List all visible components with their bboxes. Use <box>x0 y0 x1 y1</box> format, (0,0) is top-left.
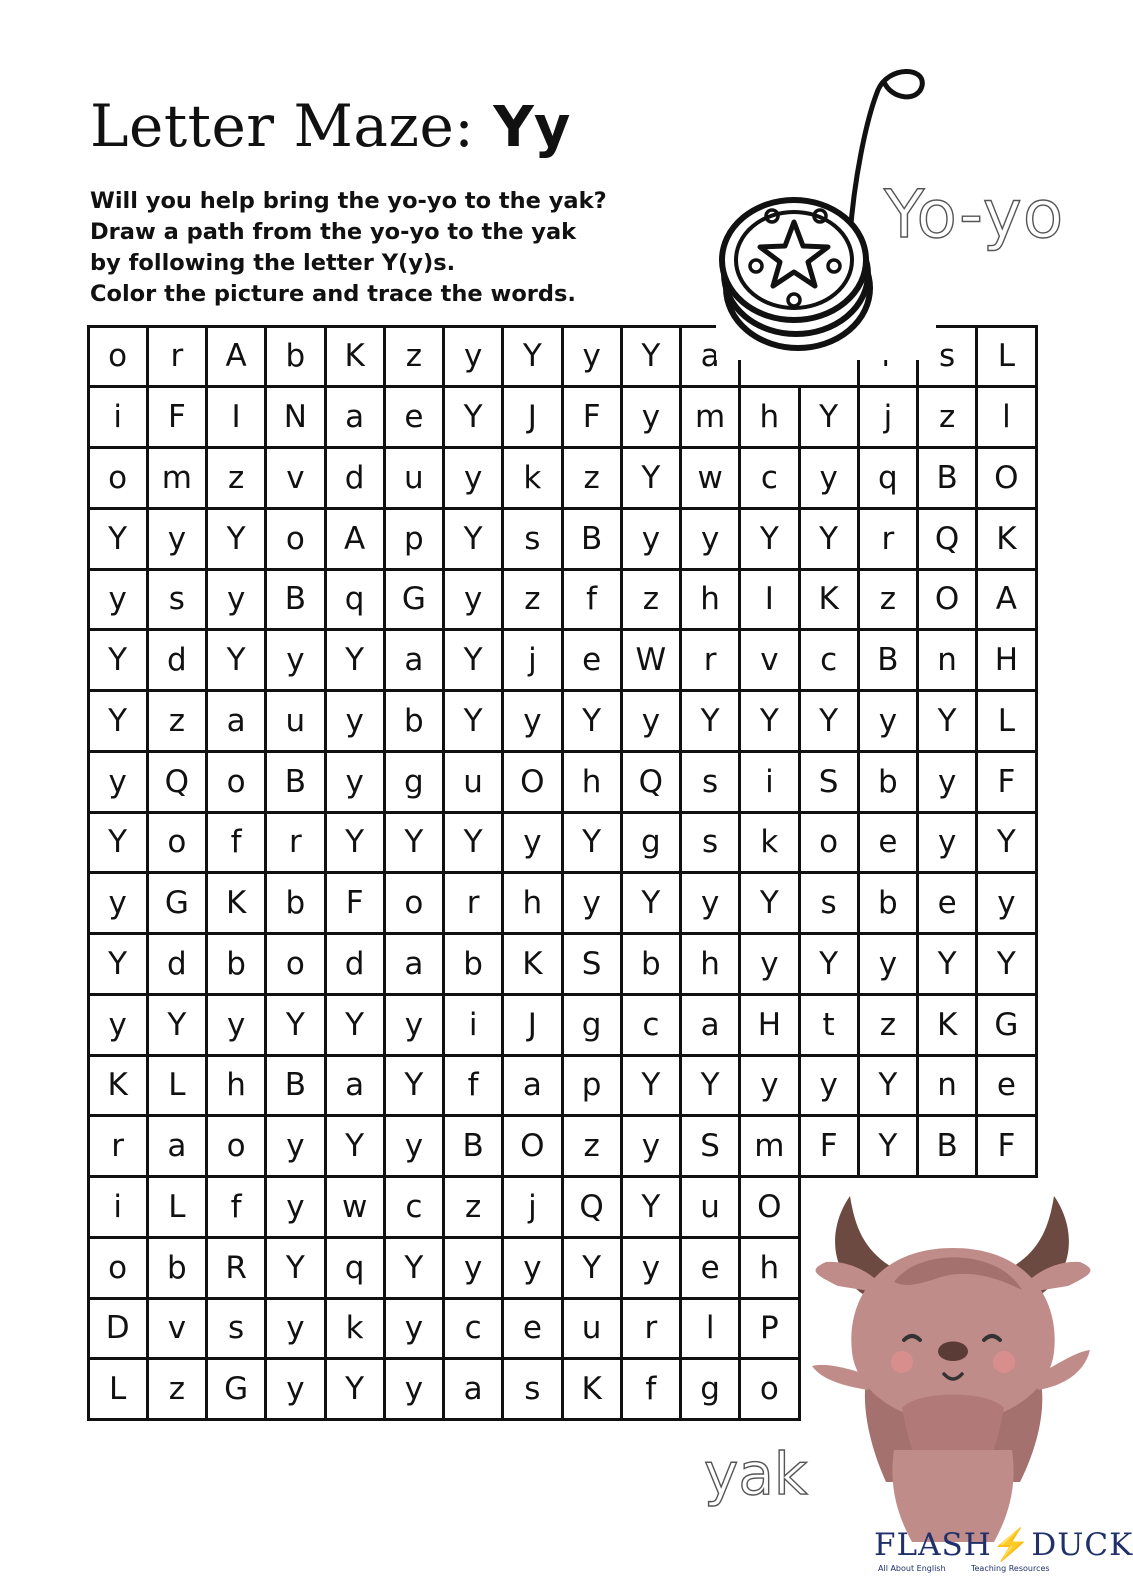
maze-cell[interactable]: d <box>146 932 208 996</box>
maze-cell[interactable]: Y <box>798 932 860 996</box>
maze-cell[interactable]: d <box>324 446 386 510</box>
maze-cell[interactable]: Y <box>975 932 1037 996</box>
maze-cell[interactable]: Y <box>798 689 860 753</box>
maze-cell[interactable]: y <box>87 993 149 1057</box>
maze-cell[interactable]: o <box>264 507 326 571</box>
maze-cell[interactable]: y <box>205 993 267 1057</box>
maze-cell[interactable]: N <box>264 385 326 449</box>
maze-cell[interactable]: Y <box>324 1357 386 1421</box>
maze-cell[interactable]: K <box>501 932 563 996</box>
maze-cell[interactable]: k <box>324 1297 386 1361</box>
maze-cell[interactable]: Y <box>620 1054 682 1118</box>
maze-cell[interactable]: b <box>146 1236 208 1300</box>
maze-cell[interactable]: o <box>146 811 208 875</box>
maze-cell[interactable]: z <box>561 1114 623 1178</box>
maze-cell[interactable]: Y <box>87 689 149 753</box>
maze-cell[interactable]: O <box>501 750 563 814</box>
maze-cell[interactable]: Y <box>975 811 1037 875</box>
maze-cell[interactable]: K <box>561 1357 623 1421</box>
maze-cell[interactable]: Y <box>561 1236 623 1300</box>
maze-cell[interactable]: n <box>916 628 978 692</box>
maze-cell[interactable]: O <box>501 1114 563 1178</box>
maze-cell[interactable]: H <box>975 628 1037 692</box>
maze-cell[interactable]: o <box>87 446 149 510</box>
maze-cell[interactable]: b <box>857 750 919 814</box>
maze-cell[interactable]: F <box>146 385 208 449</box>
maze-cell[interactable]: f <box>561 568 623 632</box>
maze-cell[interactable]: a <box>146 1114 208 1178</box>
maze-cell[interactable]: y <box>383 1297 445 1361</box>
maze-cell[interactable]: Y <box>383 1054 445 1118</box>
maze-cell[interactable]: c <box>798 628 860 692</box>
maze-cell[interactable]: y <box>857 689 919 753</box>
maze-cell[interactable]: G <box>383 568 445 632</box>
maze-cell[interactable]: R <box>205 1236 267 1300</box>
maze-cell[interactable]: v <box>146 1297 208 1361</box>
maze-cell[interactable]: f <box>205 1175 267 1239</box>
maze-cell[interactable]: y <box>561 871 623 935</box>
maze-cell[interactable]: Y <box>324 811 386 875</box>
maze-cell[interactable]: y <box>205 568 267 632</box>
maze-cell[interactable]: y <box>916 811 978 875</box>
logo-word-flash: FLASH <box>874 1527 992 1563</box>
maze-cell[interactable]: o <box>205 750 267 814</box>
maze-cell[interactable]: g <box>620 811 682 875</box>
maze-cell[interactable]: J <box>501 993 563 1057</box>
maze-cell[interactable]: o <box>383 871 445 935</box>
maze-cell[interactable]: y <box>264 628 326 692</box>
maze-cell[interactable]: B <box>857 628 919 692</box>
maze-cell[interactable]: y <box>620 689 682 753</box>
maze-cell[interactable]: e <box>383 385 445 449</box>
maze-cell[interactable]: b <box>442 932 504 996</box>
maze-cell[interactable]: z <box>205 446 267 510</box>
maze-cell[interactable]: y <box>442 325 504 389</box>
maze-cell[interactable]: Y <box>324 628 386 692</box>
logo-tagline <box>878 1564 1050 1573</box>
maze-cell[interactable]: Y <box>205 507 267 571</box>
logo-text <box>874 1526 1133 1563</box>
maze-cell[interactable]: m <box>146 446 208 510</box>
maze-cell[interactable]: y <box>264 1297 326 1361</box>
maze-cell[interactable]: o <box>798 811 860 875</box>
maze-cell[interactable]: g <box>679 1357 741 1421</box>
maze-cell[interactable]: z <box>146 689 208 753</box>
maze-cell[interactable]: Y <box>87 507 149 571</box>
maze-cell[interactable]: y <box>264 1114 326 1178</box>
maze-cell[interactable]: z <box>857 568 919 632</box>
maze-cell[interactable]: Y <box>679 1054 741 1118</box>
maze-cell[interactable]: s <box>205 1297 267 1361</box>
maze-cell[interactable]: o <box>87 325 149 389</box>
maze-cell[interactable]: h <box>561 750 623 814</box>
maze-cell[interactable]: m <box>679 385 741 449</box>
maze-cell[interactable]: y <box>679 507 741 571</box>
maze-cell[interactable]: y <box>620 1236 682 1300</box>
maze-cell[interactable]: B <box>442 1114 504 1178</box>
maze-cell[interactable]: Y <box>798 385 860 449</box>
maze-cell[interactable]: O <box>738 1175 800 1239</box>
maze-cell[interactable]: j <box>857 385 919 449</box>
maze-cell[interactable]: z <box>857 993 919 1057</box>
maze-cell[interactable]: O <box>975 446 1037 510</box>
maze-cell[interactable]: e <box>501 1297 563 1361</box>
maze-cell[interactable]: b <box>383 689 445 753</box>
maze-cell[interactable]: G <box>975 993 1037 1057</box>
maze-cell[interactable]: s <box>798 871 860 935</box>
maze-cell[interactable]: g <box>561 993 623 1057</box>
maze-cell[interactable]: k <box>501 446 563 510</box>
maze-cell[interactable]: F <box>798 1114 860 1178</box>
maze-cell[interactable]: r <box>146 325 208 389</box>
maze-cell[interactable]: y <box>442 1236 504 1300</box>
maze-cell[interactable]: c <box>738 446 800 510</box>
maze-cell[interactable]: t <box>798 993 860 1057</box>
maze-cell[interactable]: l <box>679 1297 741 1361</box>
maze-cell[interactable]: h <box>205 1054 267 1118</box>
maze-cell[interactable]: Y <box>87 811 149 875</box>
maze-cell[interactable]: G <box>205 1357 267 1421</box>
maze-cell[interactable]: y <box>442 446 504 510</box>
page-title <box>90 92 570 160</box>
maze-cell[interactable]: S <box>561 932 623 996</box>
maze-cell[interactable]: z <box>501 568 563 632</box>
maze-cell[interactable]: I <box>205 385 267 449</box>
maze-cell[interactable]: K <box>916 993 978 1057</box>
maze-cell[interactable]: Y <box>324 993 386 1057</box>
maze-cell[interactable]: z <box>442 1175 504 1239</box>
maze-cell[interactable]: W <box>620 628 682 692</box>
maze-cell[interactable]: a <box>501 1054 563 1118</box>
maze-cell[interactable]: u <box>442 750 504 814</box>
maze-cell[interactable]: u <box>383 446 445 510</box>
maze-cell[interactable]: s <box>501 507 563 571</box>
maze-cell[interactable]: Y <box>501 325 563 389</box>
maze-cell[interactable]: r <box>264 811 326 875</box>
maze-cell[interactable]: c <box>620 993 682 1057</box>
maze-cell[interactable]: r <box>857 325 919 389</box>
title-letters: Yy <box>493 95 571 160</box>
maze-cell[interactable]: Y <box>205 628 267 692</box>
maze-cell[interactable]: Y <box>264 993 326 1057</box>
maze-cell[interactable]: s <box>501 1357 563 1421</box>
logo-tagline-left: All About English <box>878 1564 946 1573</box>
logo-tagline-right: Teaching Resources <box>970 1564 1050 1573</box>
maze-cell[interactable]: a <box>679 993 741 1057</box>
maze-cell[interactable]: B <box>916 446 978 510</box>
maze-cell[interactable]: Y <box>916 932 978 996</box>
maze-cell[interactable]: v <box>264 446 326 510</box>
maze-cell[interactable]: q <box>324 1236 386 1300</box>
maze-cell[interactable]: A <box>975 568 1037 632</box>
maze-cell[interactable]: a <box>383 932 445 996</box>
maze-cell[interactable]: v <box>738 628 800 692</box>
maze-cell[interactable]: y <box>975 871 1037 935</box>
maze-cell[interactable]: K <box>798 568 860 632</box>
maze-cell[interactable]: s <box>679 750 741 814</box>
maze-cell[interactable]: r <box>87 1114 149 1178</box>
maze-cell[interactable]: h <box>738 385 800 449</box>
maze-cell[interactable]: Y <box>798 507 860 571</box>
maze-cell[interactable]: Y <box>324 1114 386 1178</box>
maze-cell[interactable]: L <box>975 325 1037 389</box>
maze-cell[interactable]: F <box>975 750 1037 814</box>
maze-cell[interactable]: b <box>620 932 682 996</box>
maze-cell[interactable]: b <box>205 932 267 996</box>
maze-cell[interactable]: w <box>324 1175 386 1239</box>
maze-cell[interactable]: y <box>383 993 445 1057</box>
maze-cell[interactable]: z <box>383 325 445 389</box>
maze-cell[interactable]: y <box>264 1357 326 1421</box>
maze-cell[interactable]: y <box>87 750 149 814</box>
maze-cell[interactable]: y <box>501 1236 563 1300</box>
maze-cell[interactable]: a <box>205 689 267 753</box>
maze-cell[interactable]: u <box>561 1297 623 1361</box>
maze-cell[interactable]: q <box>324 568 386 632</box>
maze-cell[interactable]: o <box>264 932 326 996</box>
maze-cell[interactable]: y <box>324 750 386 814</box>
maze-cell[interactable]: Y <box>383 1236 445 1300</box>
maze-cell[interactable]: o <box>87 1236 149 1300</box>
maze-cell[interactable]: f <box>442 1054 504 1118</box>
maze-cell[interactable]: Y <box>442 385 504 449</box>
maze-cell[interactable]: y <box>264 1175 326 1239</box>
maze-cell[interactable]: a <box>324 385 386 449</box>
maze-cell[interactable]: Y <box>738 689 800 753</box>
maze-cell[interactable]: L <box>146 1175 208 1239</box>
maze-cell[interactable]: H <box>738 993 800 1057</box>
flash-duck-logo <box>874 1526 1133 1578</box>
maze-cell[interactable]: K <box>975 507 1037 571</box>
maze-cell[interactable]: y <box>620 385 682 449</box>
maze-cell[interactable]: S <box>798 750 860 814</box>
maze-cell[interactable]: Y <box>857 1054 919 1118</box>
maze-cell[interactable]: B <box>264 750 326 814</box>
maze-cell[interactable]: Y <box>857 1114 919 1178</box>
maze-cell[interactable]: F <box>561 385 623 449</box>
maze-cell[interactable]: Y <box>561 811 623 875</box>
maze-cell[interactable]: h <box>679 568 741 632</box>
maze-cell[interactable]: y <box>324 689 386 753</box>
maze-cell[interactable]: y <box>620 507 682 571</box>
maze-cell[interactable]: y <box>738 932 800 996</box>
maze-cell[interactable]: Q <box>561 1175 623 1239</box>
maze-cell[interactable]: f <box>620 1357 682 1421</box>
maze-cell[interactable]: Y <box>620 446 682 510</box>
maze-cell[interactable]: F <box>975 1114 1037 1178</box>
maze-cell[interactable]: z <box>620 568 682 632</box>
trace-word-yoyo[interactable]: Yo-yo <box>884 176 1065 253</box>
instruction-line: by following the letter Y(y)s. <box>90 250 456 276</box>
maze-cell[interactable]: s <box>146 568 208 632</box>
maze-cell[interactable]: r <box>442 871 504 935</box>
maze-cell[interactable]: c <box>442 1297 504 1361</box>
maze-cell[interactable]: D <box>87 1297 149 1361</box>
maze-cell[interactable]: y <box>87 871 149 935</box>
maze-cell[interactable]: r <box>857 507 919 571</box>
maze-cell[interactable]: n <box>916 1054 978 1118</box>
maze-cell[interactable]: y <box>798 1054 860 1118</box>
instruction-line: Will you help bring the yo-yo to the yak? <box>90 188 607 214</box>
maze-cell[interactable]: K <box>205 871 267 935</box>
maze-cell[interactable]: J <box>501 385 563 449</box>
maze-cell[interactable]: F <box>324 871 386 935</box>
maze-cell[interactable]: h <box>738 1236 800 1300</box>
maze-cell[interactable]: Y <box>264 1236 326 1300</box>
maze-cell[interactable]: h <box>679 932 741 996</box>
maze-cell[interactable]: e <box>561 628 623 692</box>
maze-cell[interactable]: O <box>916 568 978 632</box>
maze-cell[interactable]: p <box>383 507 445 571</box>
maze-cell[interactable]: Y <box>442 689 504 753</box>
maze-cell[interactable]: K <box>324 325 386 389</box>
maze-cell[interactable]: Y <box>442 811 504 875</box>
trace-word-yak[interactable]: yak <box>704 1440 808 1508</box>
maze-cell[interactable]: y <box>679 871 741 935</box>
maze-cell[interactable]: e <box>679 1236 741 1300</box>
maze-cell[interactable]: m <box>738 1114 800 1178</box>
maze-cell[interactable]: b <box>264 325 326 389</box>
maze-cell[interactable]: I <box>738 568 800 632</box>
maze-cell[interactable]: y <box>501 689 563 753</box>
maze-cell[interactable]: B <box>916 1114 978 1178</box>
maze-cell[interactable]: i <box>87 1175 149 1239</box>
maze-cell[interactable]: a <box>442 1357 504 1421</box>
maze-cell[interactable]: y <box>87 568 149 632</box>
maze-cell[interactable]: Y <box>620 1175 682 1239</box>
maze-cell[interactable]: h <box>501 871 563 935</box>
maze-cell[interactable]: Q <box>916 507 978 571</box>
maze-cell[interactable]: L <box>146 1054 208 1118</box>
maze-cell[interactable]: Y <box>620 325 682 389</box>
maze-cell[interactable]: A <box>205 325 267 389</box>
maze-cell[interactable]: j <box>501 628 563 692</box>
maze-cell[interactable]: p <box>561 1054 623 1118</box>
maze-cell[interactable]: e <box>975 1054 1037 1118</box>
instruction-line: Draw a path from the yo-yo to the yak <box>90 219 577 245</box>
maze-cell[interactable]: d <box>324 932 386 996</box>
maze-cell[interactable]: Y <box>916 689 978 753</box>
maze-cell[interactable]: P <box>738 1297 800 1361</box>
maze-cell[interactable]: y <box>798 446 860 510</box>
maze-cell[interactable]: Y <box>620 871 682 935</box>
maze-cell[interactable]: k <box>738 811 800 875</box>
maze-cell[interactable]: Y <box>738 507 800 571</box>
maze-cell[interactable]: u <box>679 1175 741 1239</box>
maze-cell[interactable]: B <box>264 568 326 632</box>
maze-cell[interactable]: y <box>916 750 978 814</box>
maze-cell[interactable]: y <box>620 1114 682 1178</box>
yak-illustration <box>808 1190 1098 1550</box>
bolt-icon: ⚡ <box>991 1527 1032 1563</box>
maze-cell[interactable]: w <box>679 446 741 510</box>
maze-cell[interactable]: a <box>679 325 741 389</box>
maze-cell[interactable]: Q <box>620 750 682 814</box>
maze-cell[interactable]: j <box>501 1175 563 1239</box>
logo-word-duck: DUCK <box>1031 1527 1133 1563</box>
maze-cell[interactable]: B <box>561 507 623 571</box>
maze-cell[interactable]: d <box>146 628 208 692</box>
maze-cell[interactable]: A <box>324 507 386 571</box>
title-prefix: Letter Maze: <box>90 92 494 160</box>
maze-cell[interactable]: c <box>383 1175 445 1239</box>
maze-cell[interactable]: Q <box>146 750 208 814</box>
maze-cell[interactable]: Y <box>561 689 623 753</box>
maze-cell[interactable]: y <box>738 1054 800 1118</box>
maze-cell[interactable]: l <box>975 385 1037 449</box>
maze-cell[interactable]: y <box>383 1114 445 1178</box>
maze-cell[interactable]: a <box>324 1054 386 1118</box>
maze-cell[interactable]: S <box>679 1114 741 1178</box>
maze-cell[interactable]: Y <box>87 932 149 996</box>
maze-cell[interactable]: b <box>264 871 326 935</box>
maze-cell[interactable]: Y <box>87 628 149 692</box>
maze-cell[interactable]: L <box>975 689 1037 753</box>
maze-cell[interactable]: z <box>561 446 623 510</box>
maze-cell[interactable]: o <box>205 1114 267 1178</box>
maze-cell[interactable]: Y <box>442 628 504 692</box>
maze-cell[interactable]: f <box>205 811 267 875</box>
maze-cell[interactable]: y <box>442 568 504 632</box>
maze-cell[interactable]: K <box>87 1054 149 1118</box>
maze-cell[interactable]: Y <box>679 689 741 753</box>
maze-cell[interactable]: e <box>857 811 919 875</box>
maze-cell[interactable]: Y <box>738 871 800 935</box>
maze-cell[interactable]: u <box>264 689 326 753</box>
maze-cell[interactable]: b <box>857 871 919 935</box>
maze-cell[interactable]: e <box>916 871 978 935</box>
maze-cell[interactable]: q <box>857 446 919 510</box>
maze-cell[interactable]: Y <box>442 507 504 571</box>
maze-cell[interactable]: o <box>738 1357 800 1421</box>
maze-cell[interactable]: a <box>383 628 445 692</box>
maze-cell[interactable]: y <box>857 932 919 996</box>
maze-cell[interactable]: y <box>561 325 623 389</box>
maze-cell[interactable]: i <box>738 750 800 814</box>
maze-cell[interactable]: y <box>146 507 208 571</box>
maze-cell[interactable]: z <box>146 1357 208 1421</box>
maze-cell[interactable]: s <box>916 325 978 389</box>
maze-cell[interactable]: r <box>679 628 741 692</box>
maze-cell[interactable]: Y <box>146 993 208 1057</box>
maze-cell[interactable]: g <box>383 750 445 814</box>
instruction-line: Color the picture and trace the words. <box>90 281 576 307</box>
maze-cell[interactable]: y <box>383 1357 445 1421</box>
maze-cell[interactable]: r <box>620 1297 682 1361</box>
maze-cell[interactable]: y <box>501 811 563 875</box>
maze-cell[interactable]: i <box>87 385 149 449</box>
maze-cell[interactable]: i <box>442 993 504 1057</box>
maze-cell[interactable]: s <box>679 811 741 875</box>
maze-cell[interactable]: Y <box>383 811 445 875</box>
maze-cell[interactable]: z <box>916 385 978 449</box>
maze-cell[interactable]: L <box>87 1357 149 1421</box>
instructions <box>90 186 730 310</box>
maze-cell[interactable]: B <box>264 1054 326 1118</box>
maze-cell[interactable]: G <box>146 871 208 935</box>
